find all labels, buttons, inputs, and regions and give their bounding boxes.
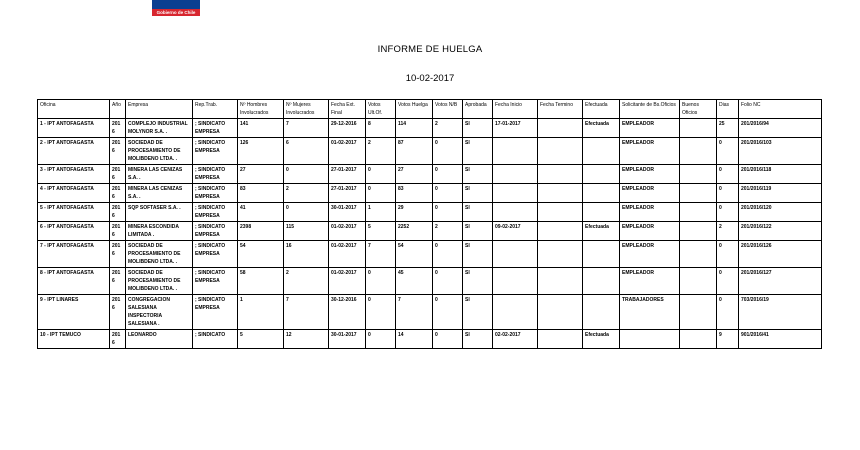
cell-votos-ult: 0 — [366, 184, 396, 203]
cell-solicitante: EMPLEADOR — [620, 268, 680, 295]
cell-dias: 0 — [717, 165, 739, 184]
cell-mujeres: 115 — [284, 222, 329, 241]
cell-solicitante: EMPLEADOR — [620, 184, 680, 203]
cell-votos-huelga: 87 — [396, 138, 433, 165]
table-header — [38, 100, 822, 119]
column-header-empresa: Empresa — [126, 100, 193, 119]
cell-mujeres: 0 — [284, 165, 329, 184]
cell-oficina: 2 - IPT ANTOFAGASTA — [38, 138, 110, 165]
cell-votos-nb: 0 — [433, 268, 463, 295]
cell-hombres: 5 — [238, 330, 284, 349]
cell-rep-trab: ; SINDICATO EMPRESA — [193, 268, 238, 295]
cell-aprobada: SI — [463, 241, 493, 268]
cell-mujeres: 0 — [284, 203, 329, 222]
cell-votos-ult: 5 — [366, 222, 396, 241]
cell-fecha-inicio: 17-01-2017 — [493, 119, 538, 138]
cell-fecha-inicio — [493, 268, 538, 295]
cell-aprobada: SI — [463, 119, 493, 138]
cell-fecha-ext: 29-12-2016 — [329, 119, 366, 138]
cell-folio: 201/2016/94 — [739, 119, 822, 138]
cell-fecha-ext: 30-01-2017 — [329, 203, 366, 222]
cell-aprobada: SI — [463, 330, 493, 349]
cell-oficina: 10 - IPT TEMUCO — [38, 330, 110, 349]
cell-anio: 2016 — [110, 138, 126, 165]
cell-votos-ult: 0 — [366, 165, 396, 184]
cell-hombres: 27 — [238, 165, 284, 184]
cell-efectuada — [583, 295, 620, 330]
column-header-aprobada: Aprobada — [463, 100, 493, 119]
cell-rep-trab: ; SINDICATO EMPRESA — [193, 203, 238, 222]
cell-mujeres: 12 — [284, 330, 329, 349]
cell-folio: 703/2016/19 — [739, 295, 822, 330]
cell-aprobada: SI — [463, 203, 493, 222]
cell-rep-trab: ; SINDICATO EMPRESA — [193, 138, 238, 165]
table-row — [38, 184, 822, 203]
cell-hombres: 58 — [238, 268, 284, 295]
cell-solicitante: EMPLEADOR — [620, 138, 680, 165]
cell-folio: 201/2016/126 — [739, 241, 822, 268]
cell-dias: 9 — [717, 330, 739, 349]
cell-fecha-inicio — [493, 241, 538, 268]
column-header-votos-ult: Votos Ult.Of. — [366, 100, 396, 119]
cell-aprobada: SI — [463, 165, 493, 184]
cell-dias: 0 — [717, 268, 739, 295]
cell-empresa: MINERA ESCONDIDA LIMITADA . — [126, 222, 193, 241]
column-header-rep-trab: Rep.Trab. — [193, 100, 238, 119]
cell-fecha-termino — [538, 295, 583, 330]
cell-dias: 2 — [717, 222, 739, 241]
cell-hombres: 2398 — [238, 222, 284, 241]
cell-efectuada — [583, 165, 620, 184]
cell-hombres: 141 — [238, 119, 284, 138]
column-header-oficina: Oficina — [38, 100, 110, 119]
cell-votos-nb: 2 — [433, 222, 463, 241]
cell-aprobada: SI — [463, 295, 493, 330]
cell-fecha-inicio — [493, 295, 538, 330]
cell-votos-ult: 0 — [366, 295, 396, 330]
cell-folio: 201/2016/122 — [739, 222, 822, 241]
cell-anio: 2016 — [110, 203, 126, 222]
cell-fecha-ext: 01-02-2017 — [329, 222, 366, 241]
cell-fecha-termino — [538, 119, 583, 138]
cell-efectuada: Efectuada — [583, 330, 620, 349]
cell-efectuada — [583, 138, 620, 165]
column-header-anio: Año — [110, 100, 126, 119]
column-header-votos-huelga: Votos Huelga — [396, 100, 433, 119]
cell-mujeres: 2 — [284, 268, 329, 295]
cell-solicitante: TRABAJADORES — [620, 295, 680, 330]
table-row — [38, 222, 822, 241]
column-header-fecha-ext: Fecha Ext. Final — [329, 100, 366, 119]
cell-dias: 0 — [717, 184, 739, 203]
cell-fecha-termino — [538, 241, 583, 268]
cell-dias: 0 — [717, 241, 739, 268]
cell-empresa: CONGREGACION SALESIANA INSPECTORIA SALESIANA . — [126, 295, 193, 330]
cell-rep-trab: ; SINDICATO EMPRESA — [193, 222, 238, 241]
cell-votos-nb: 0 — [433, 138, 463, 165]
table-row — [38, 268, 822, 295]
cell-buenos-oficios — [680, 330, 717, 349]
cell-efectuada — [583, 241, 620, 268]
cell-rep-trab: ; SINDICATO EMPRESA — [193, 184, 238, 203]
cell-fecha-termino — [538, 138, 583, 165]
cell-oficina: 6 - IPT ANTOFAGASTA — [38, 222, 110, 241]
cell-fecha-inicio: 09-02-2017 — [493, 222, 538, 241]
cell-solicitante: EMPLEADOR — [620, 203, 680, 222]
cell-votos-nb: 0 — [433, 295, 463, 330]
cell-votos-huelga: 7 — [396, 295, 433, 330]
cell-votos-nb: 0 — [433, 203, 463, 222]
cell-efectuada — [583, 203, 620, 222]
cell-votos-huelga: 2252 — [396, 222, 433, 241]
cell-fecha-ext: 01-02-2017 — [329, 138, 366, 165]
column-header-mujeres: Nº Mujeres Involucrados — [284, 100, 329, 119]
cell-votos-nb: 0 — [433, 184, 463, 203]
cell-solicitante: EMPLEADOR — [620, 222, 680, 241]
cell-buenos-oficios — [680, 184, 717, 203]
table-row — [38, 241, 822, 268]
cell-fecha-inicio — [493, 165, 538, 184]
cell-votos-huelga: 114 — [396, 119, 433, 138]
cell-solicitante: EMPLEADOR — [620, 119, 680, 138]
cell-solicitante — [620, 330, 680, 349]
cell-mujeres: 2 — [284, 184, 329, 203]
cell-hombres: 1 — [238, 295, 284, 330]
cell-anio: 2016 — [110, 222, 126, 241]
cell-anio: 2016 — [110, 184, 126, 203]
cell-votos-ult: 8 — [366, 119, 396, 138]
table-row — [38, 330, 822, 349]
cell-aprobada: SI — [463, 184, 493, 203]
cell-votos-ult: 7 — [366, 241, 396, 268]
report-title: INFORME DE HUELGA — [377, 44, 483, 55]
cell-rep-trab: ; SINDICATO EMPRESA — [193, 165, 238, 184]
cell-efectuada: Efectuada — [583, 119, 620, 138]
cell-mujeres: 7 — [284, 295, 329, 330]
cell-votos-ult: 1 — [366, 203, 396, 222]
cell-anio: 2016 — [110, 295, 126, 330]
table-row — [38, 165, 822, 184]
cell-folio: 901/2016/41 — [739, 330, 822, 349]
cell-votos-nb: 0 — [433, 330, 463, 349]
cell-hombres: 54 — [238, 241, 284, 268]
cell-anio: 2016 — [110, 119, 126, 138]
cell-fecha-termino — [538, 203, 583, 222]
cell-votos-nb: 0 — [433, 241, 463, 268]
cell-rep-trab: ; SINDICATO — [193, 330, 238, 349]
cell-votos-huelga: 83 — [396, 184, 433, 203]
cell-empresa: LEONARDO — [126, 330, 193, 349]
cell-buenos-oficios — [680, 119, 717, 138]
cell-hombres: 83 — [238, 184, 284, 203]
cell-empresa: SOCIEDAD DE PROCESAMIENTO DE MOLIBDENO LTDA. . — [126, 138, 193, 165]
column-header-fecha-inicio: Fecha Inicio — [493, 100, 538, 119]
cell-buenos-oficios — [680, 295, 717, 330]
cell-empresa: MINERA LAS CENIZAS S.A. . — [126, 184, 193, 203]
cell-folio: 201/2016/120 — [739, 203, 822, 222]
column-header-solicitante: Solicitante de Bs.Oficios — [620, 100, 680, 119]
cell-rep-trab: ; SINDICATO EMPRESA — [193, 119, 238, 138]
cell-buenos-oficios — [680, 138, 717, 165]
cell-fecha-termino — [538, 268, 583, 295]
cell-dias: 0 — [717, 203, 739, 222]
cell-votos-huelga: 45 — [396, 268, 433, 295]
cell-buenos-oficios — [680, 268, 717, 295]
cell-fecha-termino — [538, 184, 583, 203]
cell-fecha-ext: 30-01-2017 — [329, 330, 366, 349]
cell-oficina: 7 - IPT ANTOFAGASTA — [38, 241, 110, 268]
cell-solicitante: EMPLEADOR — [620, 165, 680, 184]
logo-text: Gobierno de Chile — [152, 9, 200, 16]
cell-votos-ult: 0 — [366, 330, 396, 349]
cell-oficina: 8 - IPT ANTOFAGASTA — [38, 268, 110, 295]
cell-votos-huelga: 14 — [396, 330, 433, 349]
logo-blue-band — [152, 0, 200, 9]
cell-fecha-ext: 30-12-2016 — [329, 295, 366, 330]
cell-folio: 201/2016/103 — [739, 138, 822, 165]
cell-empresa: SOCIEDAD DE PROCESAMIENTO DE MOLIBDENO LTDA. . — [126, 268, 193, 295]
cell-aprobada: SI — [463, 222, 493, 241]
cell-oficina: 5 - IPT ANTOFAGASTA — [38, 203, 110, 222]
cell-votos-huelga: 27 — [396, 165, 433, 184]
cell-solicitante: EMPLEADOR — [620, 241, 680, 268]
cell-oficina: 4 - IPT ANTOFAGASTA — [38, 184, 110, 203]
cell-rep-trab: ; SINDICATO EMPRESA — [193, 241, 238, 268]
cell-fecha-inicio — [493, 184, 538, 203]
cell-fecha-termino — [538, 330, 583, 349]
cell-fecha-ext: 27-01-2017 — [329, 184, 366, 203]
cell-buenos-oficios — [680, 165, 717, 184]
cell-aprobada: SI — [463, 268, 493, 295]
cell-oficina: 3 - IPT ANTOFAGASTA — [38, 165, 110, 184]
column-header-folio: Folio NC — [739, 100, 822, 119]
cell-folio: 201/2016/127 — [739, 268, 822, 295]
cell-votos-huelga: 54 — [396, 241, 433, 268]
column-header-fecha-termino: Fecha Termino — [538, 100, 583, 119]
cell-hombres: 41 — [238, 203, 284, 222]
table-body — [38, 119, 822, 349]
cell-fecha-inicio — [493, 138, 538, 165]
column-header-efectuada: Efectuada — [583, 100, 620, 119]
cell-empresa: SQP SOFTASER S.A. . — [126, 203, 193, 222]
strike-report-table — [37, 99, 822, 349]
cell-fecha-ext: 27-01-2017 — [329, 165, 366, 184]
government-logo — [152, 0, 200, 16]
cell-votos-nb: 2 — [433, 119, 463, 138]
cell-mujeres: 7 — [284, 119, 329, 138]
table-row — [38, 295, 822, 330]
cell-fecha-termino — [538, 165, 583, 184]
table-row — [38, 138, 822, 165]
cell-folio: 201/2016/118 — [739, 165, 822, 184]
cell-oficina: 1 - IPT ANTOFAGASTA — [38, 119, 110, 138]
column-header-dias: Dias — [717, 100, 739, 119]
cell-empresa: MINERA LAS CENIZAS S.A. . — [126, 165, 193, 184]
column-header-hombres: Nº Hombres Involucrados — [238, 100, 284, 119]
cell-efectuada: Efectuada — [583, 222, 620, 241]
cell-votos-ult: 0 — [366, 268, 396, 295]
cell-fecha-inicio — [493, 203, 538, 222]
cell-votos-ult: 2 — [366, 138, 396, 165]
cell-efectuada — [583, 184, 620, 203]
cell-hombres: 126 — [238, 138, 284, 165]
cell-fecha-ext: 01-02-2017 — [329, 241, 366, 268]
report-date: 10-02-2017 — [405, 73, 455, 84]
cell-mujeres: 6 — [284, 138, 329, 165]
cell-rep-trab: ; SINDICATO EMPRESA — [193, 295, 238, 330]
cell-fecha-termino — [538, 222, 583, 241]
header-row — [38, 100, 822, 119]
cell-fecha-ext: 01-02-2017 — [329, 268, 366, 295]
cell-buenos-oficios — [680, 241, 717, 268]
cell-buenos-oficios — [680, 203, 717, 222]
cell-votos-nb: 0 — [433, 165, 463, 184]
cell-efectuada — [583, 268, 620, 295]
cell-oficina: 9 - IPT LINARES — [38, 295, 110, 330]
cell-anio: 2016 — [110, 241, 126, 268]
cell-folio: 201/2016/119 — [739, 184, 822, 203]
cell-dias: 25 — [717, 119, 739, 138]
table-row — [38, 203, 822, 222]
cell-empresa: COMPLEJO INDUSTRIAL MOLYNOR S.A. . — [126, 119, 193, 138]
cell-dias: 0 — [717, 295, 739, 330]
column-header-votos-nb: Votos N/B — [433, 100, 463, 119]
cell-dias: 0 — [717, 138, 739, 165]
cell-anio: 2016 — [110, 165, 126, 184]
cell-buenos-oficios — [680, 222, 717, 241]
table-row — [38, 119, 822, 138]
cell-empresa: SOCIEDAD DE PROCESAMIENTO DE MOLIBDENO LTDA. . — [126, 241, 193, 268]
cell-anio: 2016 — [110, 268, 126, 295]
cell-fecha-inicio: 02-02-2017 — [493, 330, 538, 349]
column-header-buenos-oficios: Buenos Oficios — [680, 100, 717, 119]
cell-anio: 2016 — [110, 330, 126, 349]
cell-aprobada: SI — [463, 138, 493, 165]
cell-votos-huelga: 29 — [396, 203, 433, 222]
cell-mujeres: 16 — [284, 241, 329, 268]
